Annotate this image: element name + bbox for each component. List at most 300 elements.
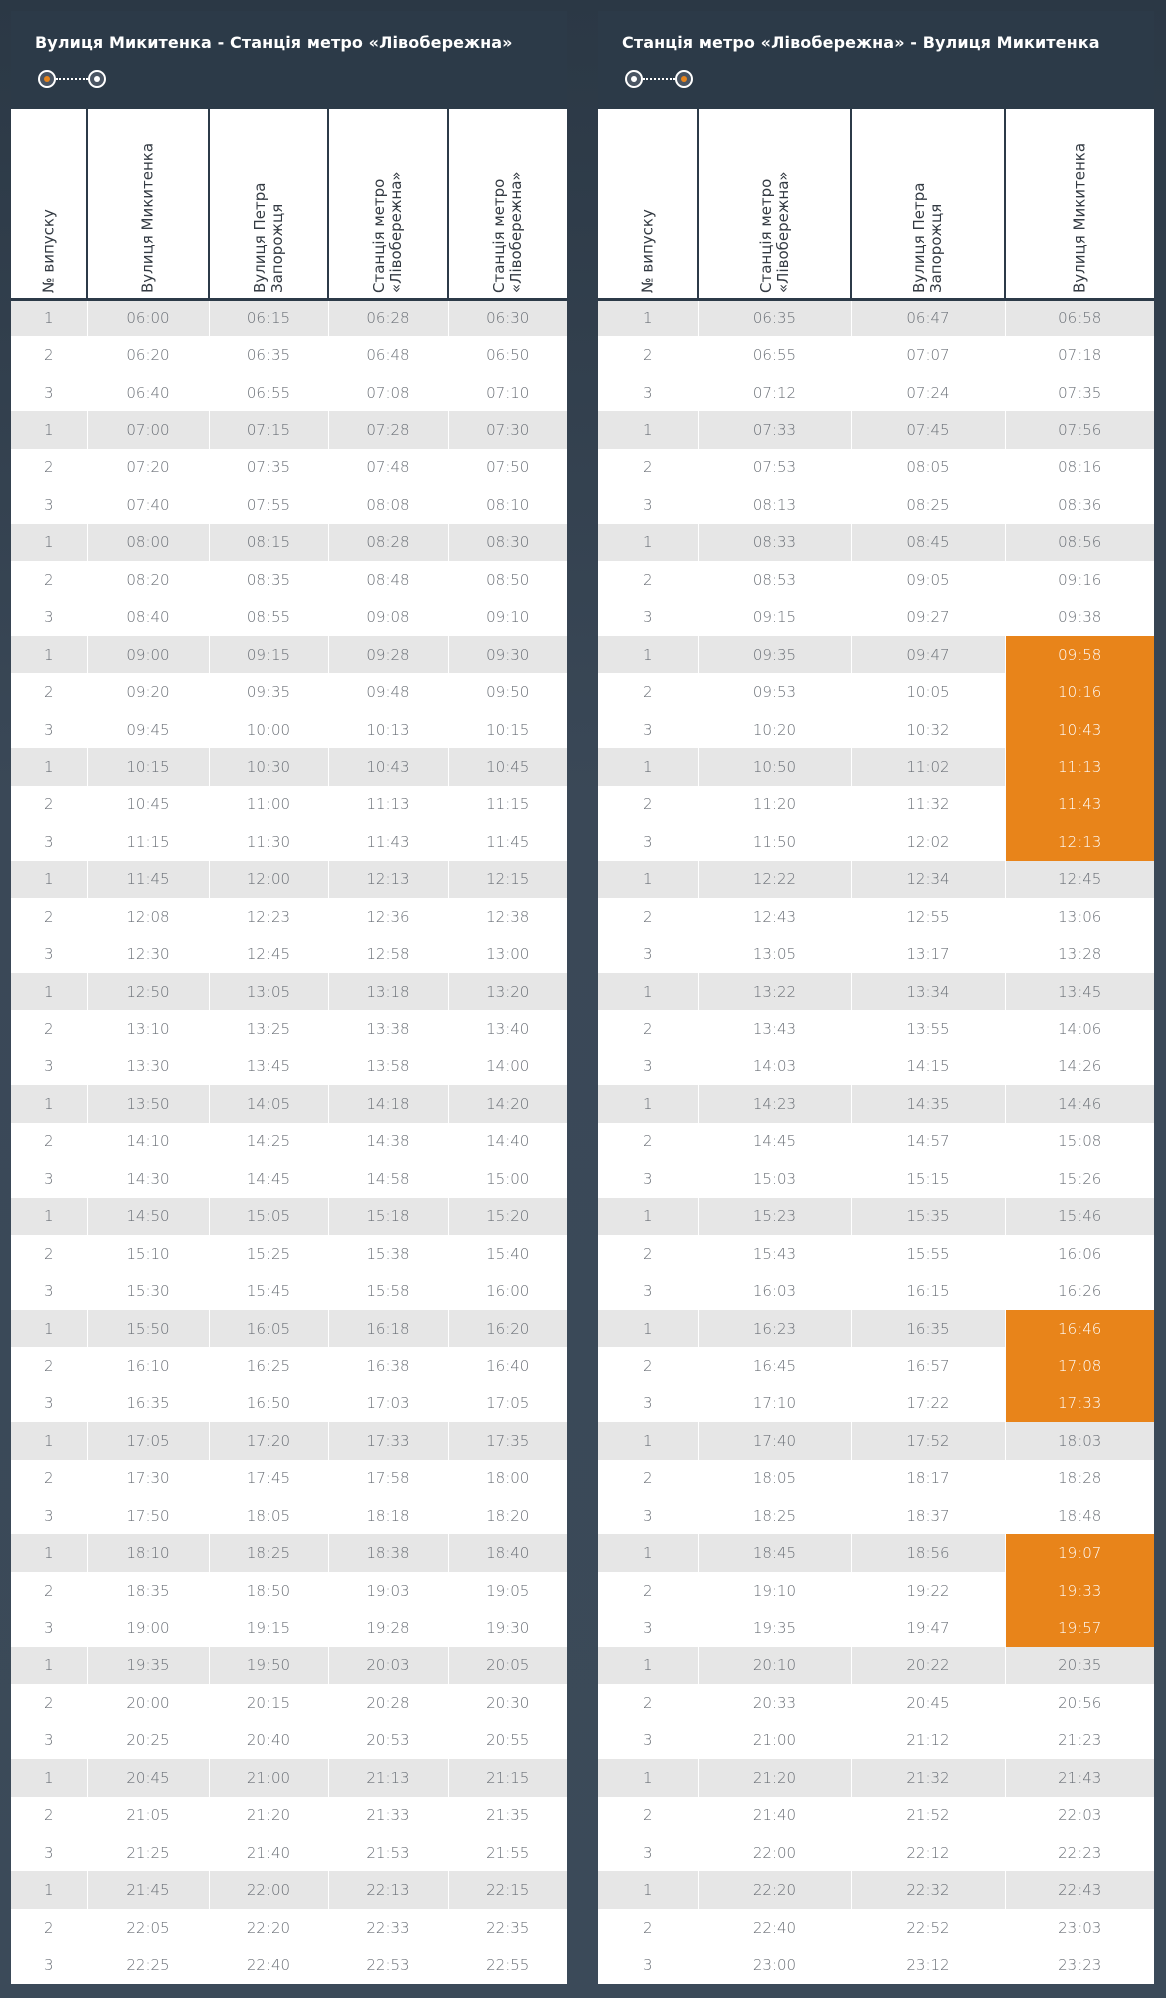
time-cell: 22:32 — [851, 1871, 1005, 1908]
table-row — [11, 336, 567, 373]
departure-number-cell: 1 — [11, 1534, 87, 1571]
time-cell: 18:37 — [851, 1497, 1005, 1534]
time-cell: 20:30 — [486, 1693, 530, 1712]
time-cell: 12:02 — [851, 823, 1005, 860]
departure-number-cell: 1 — [598, 1871, 698, 1908]
time-cell: 14:10 — [87, 1123, 209, 1160]
time-cell: 21:12 — [851, 1722, 1005, 1759]
time-cell: 22:20 — [698, 1871, 851, 1908]
time-cell: 14:23 — [698, 1085, 851, 1122]
time-cell: 08:35 — [209, 561, 328, 598]
table-row — [11, 1609, 567, 1646]
departure-number-cell: 3 — [598, 1834, 698, 1871]
time-cell: 10:32 — [851, 711, 1005, 748]
time-cell: 14:38 — [328, 1123, 448, 1160]
departure-number-cell: 2 — [11, 786, 87, 823]
time-cell: 11:30 — [209, 823, 328, 860]
time-cell: 19:50 — [209, 1647, 328, 1684]
table-row — [11, 861, 567, 898]
time-cell: 18:00 — [486, 1469, 530, 1488]
departure-number-cell: 1 — [598, 861, 698, 898]
time-cell: 16:20 — [448, 1310, 567, 1347]
time-cell: 14:26 — [1058, 1057, 1102, 1076]
departure-number-cell: 1 — [598, 1647, 698, 1684]
departure-number-cell: 2 — [11, 336, 87, 373]
table-row — [598, 486, 1154, 523]
time-cell: 08:53 — [698, 561, 851, 598]
time-cell: 12:36 — [328, 898, 448, 935]
time-cell: 13:28 — [1058, 945, 1102, 964]
departure-number-cell: 3 — [598, 935, 698, 972]
table-row — [11, 1572, 567, 1609]
time-cell: 19:30 — [486, 1619, 530, 1638]
departure-number-cell: 2 — [11, 1347, 87, 1384]
time-cell: 08:13 — [698, 486, 851, 523]
table-row — [598, 1347, 1154, 1384]
table-row — [598, 935, 1154, 972]
time-cell: 09:10 — [486, 608, 530, 627]
time-cell: 20:33 — [698, 1684, 851, 1721]
panel-header — [598, 11, 1154, 109]
time-cell: 12:22 — [698, 861, 851, 898]
departure-number-cell: 1 — [598, 299, 698, 336]
time-cell: 08:28 — [328, 524, 448, 561]
time-cell: 17:03 — [328, 1385, 448, 1422]
time-cell: 07:55 — [209, 486, 328, 523]
time-cell: 10:45 — [448, 748, 567, 785]
time-cell: 15:23 — [698, 1198, 851, 1235]
time-cell: 18:25 — [698, 1497, 851, 1534]
time-cell: 20:56 — [1058, 1693, 1102, 1712]
time-cell: 16:50 — [209, 1385, 328, 1422]
time-cell: 08:08 — [328, 486, 448, 523]
table-row — [598, 1010, 1154, 1047]
departure-number-cell: 1 — [11, 1422, 87, 1459]
time-cell: 15:43 — [698, 1235, 851, 1272]
time-cell: 16:35 — [87, 1385, 209, 1422]
table-row — [598, 1609, 1154, 1646]
time-cell: 09:45 — [87, 711, 209, 748]
table-row — [598, 973, 1154, 1010]
timetable-panel-return — [598, 11, 1154, 1984]
time-cell: 13:06 — [1058, 907, 1102, 926]
time-cell: 20:05 — [448, 1647, 567, 1684]
time-cell: 16:57 — [851, 1347, 1005, 1384]
time-cell: 17:05 — [486, 1394, 530, 1413]
time-cell: 16:06 — [1058, 1244, 1102, 1263]
table-row — [598, 1198, 1154, 1235]
time-cell: 18:05 — [209, 1497, 328, 1534]
panel-header — [11, 11, 567, 109]
departure-number-cell: 2 — [598, 1909, 698, 1946]
table-row — [598, 599, 1154, 636]
table-row — [598, 1946, 1154, 1983]
departure-number-cell: 3 — [598, 1609, 698, 1646]
time-cell: 07:20 — [87, 449, 209, 486]
table-row — [11, 1797, 567, 1834]
time-cell: 09:58 — [1005, 636, 1154, 673]
time-cell: 18:45 — [698, 1534, 851, 1571]
time-cell: 20:03 — [328, 1647, 448, 1684]
time-cell: 20:35 — [1005, 1647, 1154, 1684]
time-cell: 10:13 — [328, 711, 448, 748]
time-cell: 18:35 — [87, 1572, 209, 1609]
time-cell: 17:10 — [698, 1385, 851, 1422]
time-cell: 08:15 — [209, 524, 328, 561]
time-cell: 09:28 — [328, 636, 448, 673]
time-cell: 09:47 — [851, 636, 1005, 673]
time-cell: 07:12 — [698, 374, 851, 411]
time-cell: 21:32 — [851, 1759, 1005, 1796]
time-cell: 08:16 — [1058, 458, 1102, 477]
route-start-dot-icon — [625, 70, 643, 88]
time-cell: 17:52 — [851, 1422, 1005, 1459]
time-cell: 06:40 — [87, 374, 209, 411]
table-row — [11, 1871, 567, 1908]
time-cell: 19:33 — [1005, 1572, 1154, 1609]
time-cell: 16:15 — [851, 1272, 1005, 1309]
departure-number-cell: 1 — [11, 1085, 87, 1122]
time-cell: 22:55 — [486, 1955, 530, 1974]
table-row — [11, 748, 567, 785]
time-cell: 22:25 — [87, 1946, 209, 1983]
departure-number-cell: 2 — [598, 898, 698, 935]
table-row — [598, 449, 1154, 486]
time-cell: 15:03 — [698, 1160, 851, 1197]
time-cell: 21:43 — [1005, 1759, 1154, 1796]
departure-number-cell: 2 — [598, 1684, 698, 1721]
departure-number-cell: 2 — [598, 1010, 698, 1047]
time-cell: 17:22 — [851, 1385, 1005, 1422]
departure-number-cell: 1 — [598, 1534, 698, 1571]
time-cell: 06:28 — [328, 299, 448, 336]
table-row — [598, 1235, 1154, 1272]
time-cell: 18:38 — [328, 1534, 448, 1571]
time-cell: 21:00 — [209, 1759, 328, 1796]
departure-number-cell: 1 — [598, 1198, 698, 1235]
time-cell: 16:26 — [1058, 1282, 1102, 1301]
table-row — [11, 1684, 567, 1721]
table-row — [598, 524, 1154, 561]
table-row — [598, 1722, 1154, 1759]
table-row — [11, 486, 567, 523]
route-end-dot-icon — [675, 70, 693, 88]
time-cell: 07:48 — [328, 449, 448, 486]
table-row — [598, 1460, 1154, 1497]
departure-number-cell: 1 — [11, 636, 87, 673]
time-cell: 08:56 — [1005, 524, 1154, 561]
departure-number-cell: 1 — [598, 636, 698, 673]
time-cell: 06:30 — [448, 299, 567, 336]
time-cell: 21:45 — [87, 1871, 209, 1908]
time-cell: 12:43 — [698, 898, 851, 935]
departure-number-cell: 2 — [11, 1123, 87, 1160]
table-row — [11, 1048, 567, 1085]
departure-number-cell: 3 — [11, 1946, 87, 1983]
table-row — [598, 1871, 1154, 1908]
time-cell: 16:35 — [851, 1310, 1005, 1347]
table-row — [598, 1310, 1154, 1347]
time-cell: 09:00 — [87, 636, 209, 673]
time-cell: 18:28 — [1058, 1469, 1102, 1488]
time-cell: 12:38 — [486, 907, 530, 926]
departure-number-cell: 3 — [598, 1722, 698, 1759]
departure-number-cell: 2 — [11, 1460, 87, 1497]
time-cell: 13:50 — [87, 1085, 209, 1122]
time-cell: 07:18 — [1058, 346, 1102, 365]
departure-number-cell: 3 — [598, 599, 698, 636]
departure-number-cell: 2 — [598, 673, 698, 710]
time-cell: 21:05 — [87, 1797, 209, 1834]
time-cell: 22:05 — [87, 1909, 209, 1946]
time-cell: 15:50 — [87, 1310, 209, 1347]
table-row — [598, 1085, 1154, 1122]
time-cell: 14:58 — [328, 1160, 448, 1197]
time-cell: 12:55 — [851, 898, 1005, 935]
time-cell: 22:15 — [448, 1871, 567, 1908]
departure-number-cell: 1 — [598, 973, 698, 1010]
time-cell: 15:38 — [328, 1235, 448, 1272]
time-cell: 21:25 — [87, 1834, 209, 1871]
time-cell: 12:15 — [448, 861, 567, 898]
time-cell: 12:45 — [1005, 861, 1154, 898]
time-cell: 08:40 — [87, 599, 209, 636]
time-cell: 09:08 — [328, 599, 448, 636]
table-row — [598, 1909, 1154, 1946]
time-cell: 19:00 — [87, 1609, 209, 1646]
departure-number-cell: 3 — [11, 374, 87, 411]
time-cell: 17:45 — [209, 1460, 328, 1497]
table-row — [598, 1497, 1154, 1534]
departure-number-cell: 3 — [598, 1497, 698, 1534]
table-row — [11, 711, 567, 748]
departure-number-cell: 2 — [598, 561, 698, 598]
time-cell: 08:00 — [87, 524, 209, 561]
time-cell: 14:46 — [1005, 1085, 1154, 1122]
time-cell: 13:10 — [87, 1010, 209, 1047]
time-cell: 20:22 — [851, 1647, 1005, 1684]
time-cell: 16:18 — [328, 1310, 448, 1347]
time-cell: 11:32 — [851, 786, 1005, 823]
departure-number-cell: 2 — [598, 1460, 698, 1497]
time-cell: 09:30 — [448, 636, 567, 673]
time-cell: 09:05 — [851, 561, 1005, 598]
time-cell: 09:27 — [851, 599, 1005, 636]
time-cell: 21:40 — [698, 1797, 851, 1834]
table-row — [598, 561, 1154, 598]
route-line-icon — [643, 78, 675, 80]
departure-number-cell: 2 — [598, 1347, 698, 1384]
time-cell: 18:05 — [698, 1460, 851, 1497]
time-cell: 17:35 — [448, 1422, 567, 1459]
departure-number-cell: 3 — [11, 1497, 87, 1534]
schedule-table — [11, 109, 567, 1984]
time-cell: 12:13 — [328, 861, 448, 898]
table-row — [11, 1198, 567, 1235]
departure-number-cell: 3 — [598, 823, 698, 860]
time-cell: 09:20 — [87, 673, 209, 710]
table-row — [11, 673, 567, 710]
departure-number-cell: 1 — [598, 748, 698, 785]
departure-number-cell: 3 — [11, 823, 87, 860]
departure-number-cell: 2 — [11, 898, 87, 935]
departure-number-cell: 3 — [598, 1048, 698, 1085]
time-cell: 20:55 — [486, 1731, 530, 1750]
time-cell: 07:53 — [698, 449, 851, 486]
departure-number-cell: 2 — [11, 673, 87, 710]
time-cell: 10:30 — [209, 748, 328, 785]
time-cell: 10:05 — [851, 673, 1005, 710]
time-cell: 20:00 — [87, 1684, 209, 1721]
table-row — [598, 1759, 1154, 1796]
time-cell: 22:33 — [328, 1909, 448, 1946]
time-cell: 15:00 — [486, 1169, 530, 1188]
time-cell: 11:50 — [698, 823, 851, 860]
departure-number-cell: 3 — [11, 1385, 87, 1422]
time-cell: 07:56 — [1005, 411, 1154, 448]
time-cell: 06:47 — [851, 299, 1005, 336]
table-row — [11, 935, 567, 972]
time-cell: 09:48 — [328, 673, 448, 710]
time-cell: 20:10 — [698, 1647, 851, 1684]
time-cell: 10:00 — [209, 711, 328, 748]
table-row — [598, 861, 1154, 898]
table-row — [11, 1010, 567, 1047]
time-cell: 10:43 — [328, 748, 448, 785]
time-cell: 22:00 — [698, 1834, 851, 1871]
table-row — [11, 1347, 567, 1384]
time-cell: 09:38 — [1058, 608, 1102, 627]
departure-number-cell: 1 — [11, 1647, 87, 1684]
departure-number-cell: 3 — [598, 1272, 698, 1309]
table-row — [598, 1534, 1154, 1571]
table-row — [11, 1946, 567, 1983]
time-cell: 17:58 — [328, 1460, 448, 1497]
time-cell: 17:20 — [209, 1422, 328, 1459]
time-cell: 22:00 — [209, 1871, 328, 1908]
time-cell: 14:40 — [486, 1132, 530, 1151]
time-cell: 06:48 — [328, 336, 448, 373]
time-cell: 15:30 — [87, 1272, 209, 1309]
time-cell: 13:20 — [448, 973, 567, 1010]
departure-number-cell: 2 — [11, 1909, 87, 1946]
departure-number-cell: 3 — [11, 1609, 87, 1646]
table-row — [598, 748, 1154, 785]
time-cell: 10:45 — [87, 786, 209, 823]
table-row — [598, 823, 1154, 860]
time-cell: 16:25 — [209, 1347, 328, 1384]
time-cell: 16:00 — [486, 1282, 530, 1301]
table-row — [11, 1160, 567, 1197]
time-cell: 14:18 — [328, 1085, 448, 1122]
time-cell: 16:05 — [209, 1310, 328, 1347]
table-row — [598, 711, 1154, 748]
column-header: Станція метро «Лівобережна» — [698, 109, 851, 299]
time-cell: 07:50 — [486, 458, 530, 477]
time-cell: 11:13 — [328, 786, 448, 823]
time-cell: 08:30 — [448, 524, 567, 561]
time-cell: 10:15 — [486, 720, 530, 739]
time-cell: 07:45 — [851, 411, 1005, 448]
time-cell: 23:00 — [698, 1946, 851, 1983]
departure-number-cell: 2 — [598, 1572, 698, 1609]
time-cell: 11:45 — [87, 861, 209, 898]
time-cell: 09:15 — [209, 636, 328, 673]
departure-number-cell: 2 — [598, 1797, 698, 1834]
time-cell: 15:25 — [209, 1235, 328, 1272]
table-row — [598, 636, 1154, 673]
time-cell: 19:07 — [1005, 1534, 1154, 1571]
departure-number-cell: 3 — [11, 711, 87, 748]
time-cell: 22:40 — [209, 1946, 328, 1983]
time-cell: 21:20 — [698, 1759, 851, 1796]
table-row — [598, 898, 1154, 935]
time-cell: 12:23 — [209, 898, 328, 935]
time-cell: 08:45 — [851, 524, 1005, 561]
table-row — [598, 1797, 1154, 1834]
time-cell: 14:03 — [698, 1048, 851, 1085]
table-row — [598, 1422, 1154, 1459]
departure-number-cell: 2 — [11, 449, 87, 486]
departure-number-cell: 1 — [11, 973, 87, 1010]
table-row — [11, 1085, 567, 1122]
time-cell: 22:13 — [328, 1871, 448, 1908]
time-cell: 13:40 — [486, 1020, 530, 1039]
table-row — [11, 449, 567, 486]
time-cell: 20:28 — [328, 1684, 448, 1721]
time-cell: 21:13 — [328, 1759, 448, 1796]
departure-number-cell: 3 — [11, 1048, 87, 1085]
time-cell: 11:13 — [1005, 748, 1154, 785]
time-cell: 09:15 — [698, 599, 851, 636]
time-cell: 21:15 — [448, 1759, 567, 1796]
route-title: Станція метро «Лівобережна» - Вулиця Микитенка — [622, 33, 1100, 52]
table-row — [11, 1310, 567, 1347]
time-cell: 12:50 — [87, 973, 209, 1010]
time-cell: 21:40 — [209, 1834, 328, 1871]
time-cell: 14:05 — [209, 1085, 328, 1122]
time-cell: 21:55 — [486, 1843, 530, 1862]
departure-number-cell: 2 — [11, 561, 87, 598]
table-row — [11, 1235, 567, 1272]
time-cell: 21:52 — [851, 1797, 1005, 1834]
departure-number-cell: 2 — [11, 1684, 87, 1721]
departure-number-cell: 1 — [11, 861, 87, 898]
time-cell: 06:15 — [209, 299, 328, 336]
time-cell: 10:50 — [698, 748, 851, 785]
time-cell: 17:30 — [87, 1460, 209, 1497]
time-cell: 14:20 — [448, 1085, 567, 1122]
time-cell: 13:18 — [328, 973, 448, 1010]
column-header: Вулиця Петра Запорожця — [851, 109, 1005, 299]
departure-number-cell: 2 — [11, 1235, 87, 1272]
departure-number-cell: 2 — [598, 449, 698, 486]
time-cell: 19:28 — [328, 1609, 448, 1646]
time-cell: 16:40 — [486, 1356, 530, 1375]
time-cell: 14:30 — [87, 1160, 209, 1197]
table-row — [11, 786, 567, 823]
table-row — [598, 786, 1154, 823]
time-cell: 09:50 — [486, 683, 530, 702]
time-cell: 13:05 — [698, 935, 851, 972]
column-header: Вулиця Петра Запорожця — [209, 109, 328, 299]
time-cell: 15:26 — [1058, 1169, 1102, 1188]
departure-number-cell: 1 — [11, 748, 87, 785]
route-start-dot-icon — [38, 70, 56, 88]
departure-number-cell: 3 — [598, 1160, 698, 1197]
time-cell: 07:30 — [448, 411, 567, 448]
time-cell: 14:00 — [486, 1057, 530, 1076]
